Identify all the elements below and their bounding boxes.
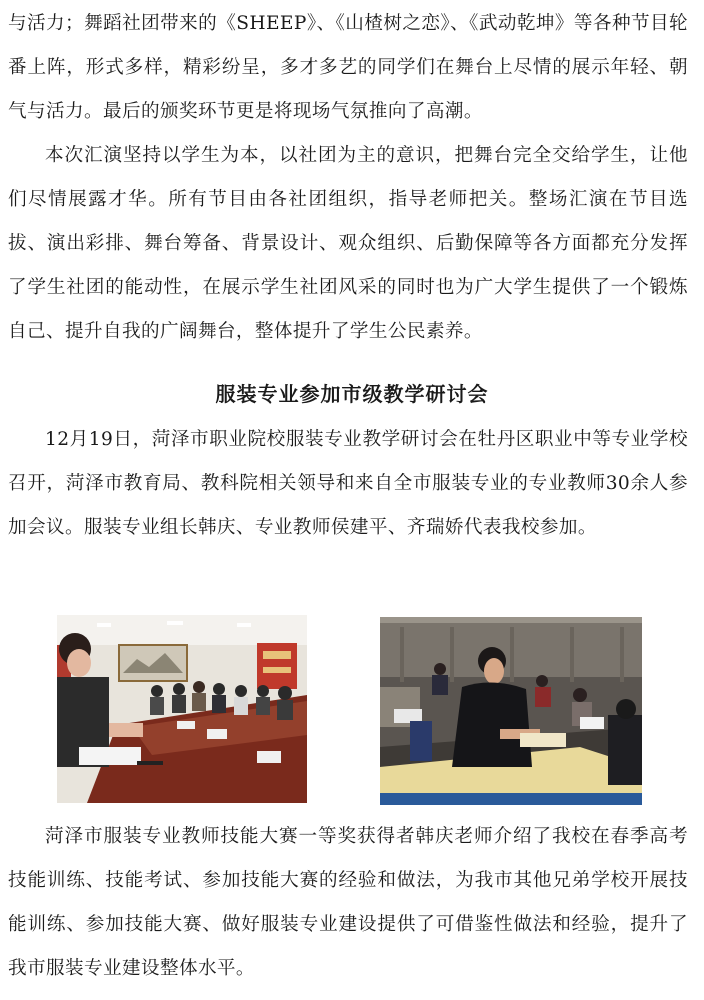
photo-meeting-table — [57, 615, 307, 803]
photo-teachers-at-desks — [380, 617, 642, 805]
paragraph-skills-competition: 菏泽市服装专业教师技能大赛一等奖获得者韩庆老师介绍了我校在春季高考技能训练、技能考试、参加技能大赛的经验和做法，为我市其他兄弟学校开展技能训练、参加技能大赛、做好服装专业建设提供了可借鉴性做法和经验，提升了我市服装专业建设整体水平。 — [8, 826, 688, 979]
paragraph-seminar-intro: 12月19日，菏泽市职业院校服装专业教学研讨会在牡丹区职业中等专业学校召开，菏泽市教育局、教科院相关领导和来自全市服装专业的专业教师30余人参加会议。服装专业组长韩庆、专业教师侯建平、齐瑞娇代表我校参加。 — [8, 429, 688, 538]
paragraph-student-centered: 本次汇演坚持以学生为本，以社团为主的意识，把舞台完全交给学生，让他们尽情展露才华。所有节目由各社团组织，指导老师把关。整场汇演在节目选拔、演出彩排、舞台筹备、背景设计、观众组织、后勤保障等各方面都充分发挥了学生社团的能动性，在展示学生社团风采的同时也为广大学生提供了一个锻炼自己、提升自我的广阔舞台，整体提升了学生公民素养。 — [8, 145, 688, 342]
paragraph-performance-programs: 与活力；舞蹈社团带来的《SHEEP》、《山楂树之恋》、《武动乾坤》等各种节目轮番上阵，形式多样，精彩纷呈，多才多艺的同学们在舞台上尽情的展示年轻、朝气与活力。最后的颁奖环节更是将现场气氛推向了高潮。 — [8, 13, 688, 122]
article-headline: 服装专业参加市级教学研讨会 — [215, 382, 489, 406]
